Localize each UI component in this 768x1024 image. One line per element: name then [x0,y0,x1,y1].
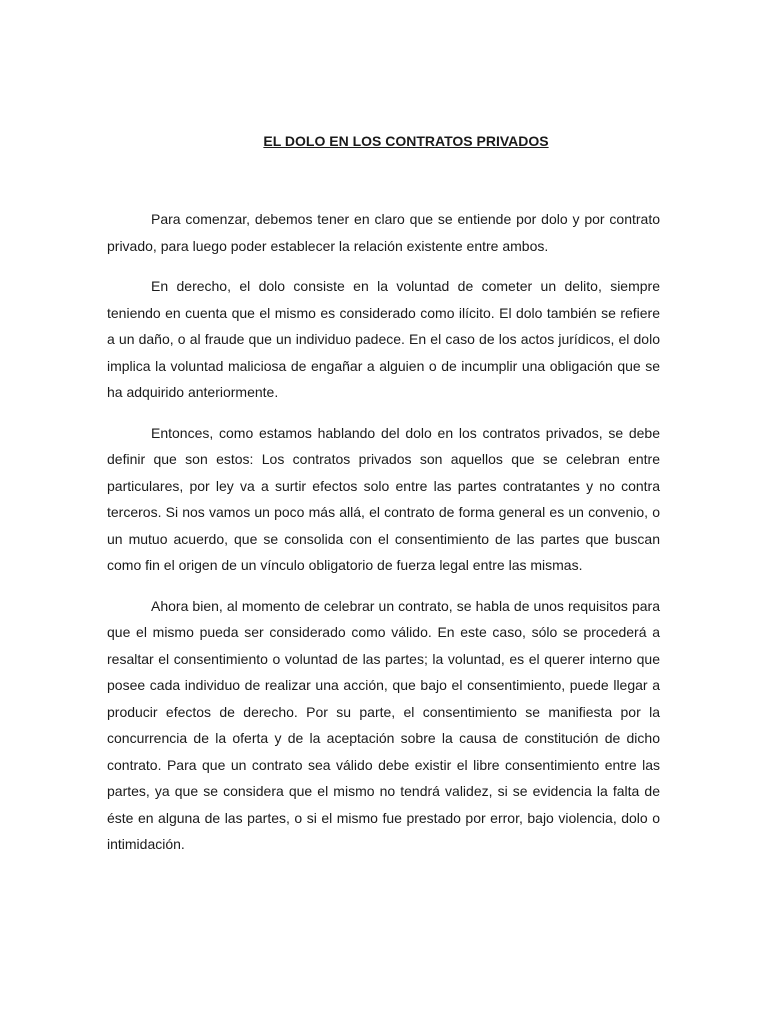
paragraph-contratos-privados: Entonces, como estamos hablando del dolo en los contratos privados, se debe definir que son estos: Los contratos privados son aquellos que se celebran entre particulares, por ley va a surtir efectos solo entre las partes contratantes y no contra terceros. Si nos vamos un poco más allá, el contrato de forma general es un convenio, o un mutuo acuerdo, que se consolida con el consentimiento de las partes que buscan como fin el origen de un vínculo obligatorio de fuerza legal entre las mismas. [107,424,660,573]
document-title: EL DOLO EN LOS CONTRATOS PRIVADOS [263,133,549,149]
paragraph-definicion-dolo: En derecho, el dolo consiste en la voluntad de cometer un delito, siempre teniendo en cuenta que el mismo es considerado como ilícito. El dolo también se refiere a un daño, o al fraude que un individuo padece. En el caso de los actos jurídicos, el dolo implica la voluntad maliciosa de engañar a alguien o de incumplir una obligación que se ha adquirido anteriormente. [107,278,660,400]
paragraph-introduccion: Para comenzar, debemos tener en claro que se entiende por dolo y por contrato privado, para luego poder establecer la relación existente entre ambos. [107,211,660,254]
paragraph-consentimiento: Ahora bien, al momento de celebrar un contrato, se habla de unos requisitos para que el mismo pueda ser considerado como válido. En este caso, sólo se procederá a resaltar el consentimiento o voluntad de las partes; la voluntad, es el querer interno que posee cada individuo de realizar una acción, que bajo el consentimiento, puede llegar a producir efectos de derecho. Por su parte, el consentimiento se manifiesta por la concurrencia de la oferta y de la aceptación sobre la causa de constitución de dicho contrato. Para que un contrato sea válido debe existir el libre consentimiento entre las partes, ya que se considera que el mismo no tendrá validez, si se evidencia la falta de éste en alguna de las partes, o si el mismo fue prestado por error, bajo violencia, dolo o intimidación. [107,597,660,852]
document-body [107,206,660,858]
